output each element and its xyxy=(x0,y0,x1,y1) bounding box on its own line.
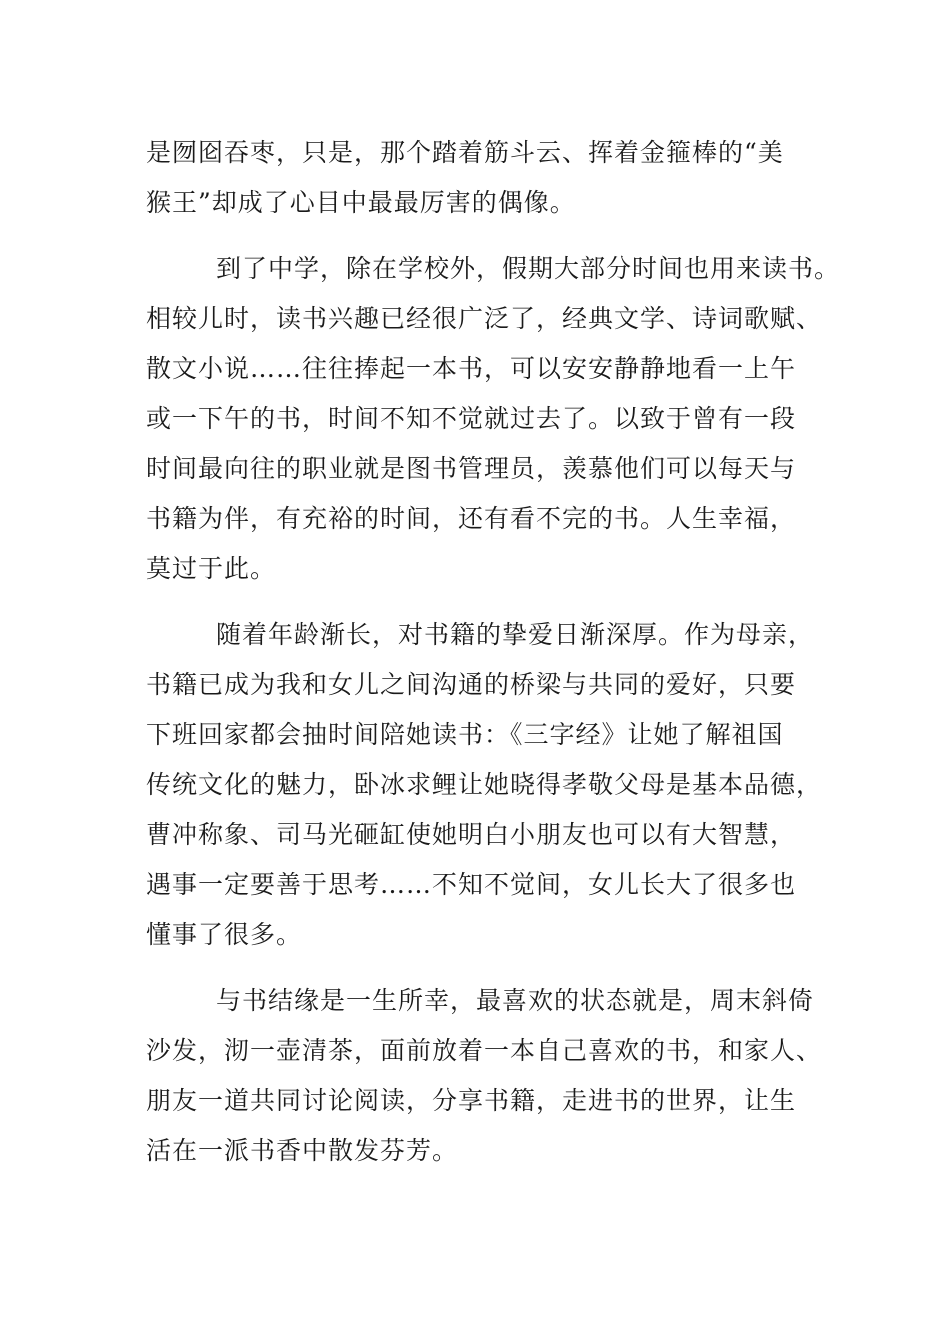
paragraph-1 xyxy=(146,128,846,228)
text-line: 时间最向往的职业就是图书管理员，羡慕他们可以每天与 xyxy=(146,454,797,483)
text-line: 遇事一定要善于思考……不知不觉间，女儿长大了很多也 xyxy=(146,870,797,899)
text-line: 朋友一道共同讨论阅读，分享书籍，走进书的世界，让生 xyxy=(146,1086,797,1115)
text-line: 书籍为伴，有充裕的时间，还有看不完的书。人生幸福， xyxy=(146,504,797,533)
text-line: 懂事了很多。 xyxy=(146,920,303,949)
text-line: 传统文化的魅力，卧冰求鲤让她晓得孝敬父母是基本品德， xyxy=(146,770,823,799)
text-line: 沙发，沏一壶清茶，面前放着一本自己喜欢的书，和家人、 xyxy=(146,1036,823,1065)
text-line: 活在一派书香中散发芬芳。 xyxy=(146,1136,459,1165)
text-line: 下班回家都会抽时间陪她读书：《三字经》让她了解祖国 xyxy=(146,720,784,749)
text-line: 散文小说……往往捧起一本书，可以安安静静地看一上午 xyxy=(146,354,797,383)
text-line: 相较儿时，读书兴趣已经很广泛了，经典文学、诗词歌赋、 xyxy=(146,304,823,333)
paragraph-4 xyxy=(146,976,846,1176)
text-line: 与书结缘是一生所幸，最喜欢的状态就是，周末斜倚 xyxy=(216,986,815,1015)
text-line: 或一下午的书，时间不知不觉就过去了。以致于曾有一段 xyxy=(146,404,797,433)
text-line: 到了中学，除在学校外，假期大部分时间也用来读书。 xyxy=(216,254,841,283)
paragraph-2 xyxy=(146,244,846,594)
text-line: 书籍已成为我和女儿之间沟通的桥梁与共同的爱好，只要 xyxy=(146,670,797,699)
text-line: 是囫囵吞枣，只是，那个踏着筋斗云、挥着金箍棒的“美 xyxy=(146,138,784,167)
document-body xyxy=(146,128,846,1176)
text-line: 莫过于此。 xyxy=(146,554,277,583)
paragraph-3 xyxy=(146,610,846,960)
text-line: 随着年龄渐长，对书籍的挚爱日渐深厚。作为母亲， xyxy=(216,620,815,649)
text-line: 猴王”却成了心目中最最厉害的偶像。 xyxy=(146,188,576,217)
text-line: 曹冲称象、司马光砸缸使她明白小朋友也可以有大智慧， xyxy=(146,820,797,849)
